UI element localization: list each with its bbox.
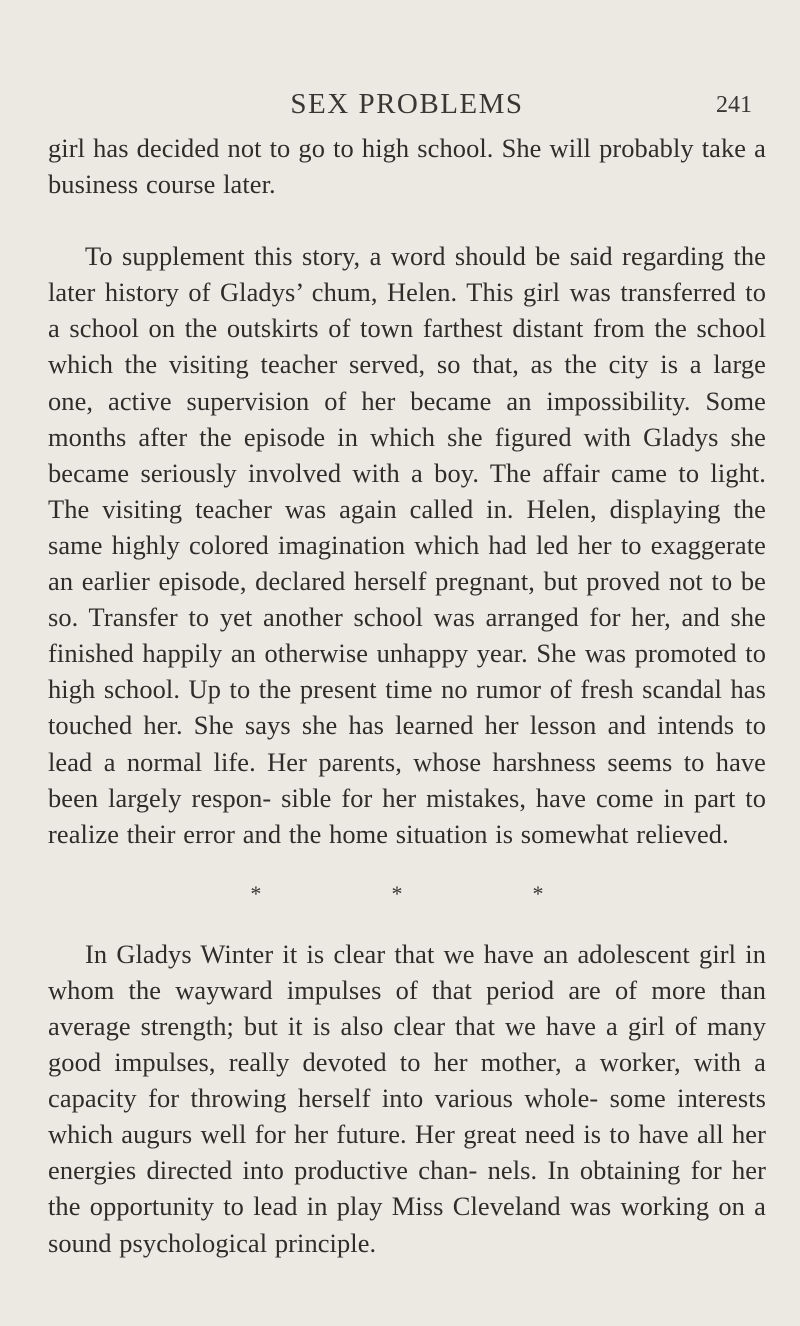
paragraph-helen: To supplement this story, a word should be said regarding the later history of Gladys’ chum, Helen. This girl was transferred to a school on the outskirts of town farthest distant from the school which the visiting teacher served, so that, as the city is a large one, active supervision of her became an impossibility. Some months after the episode in which she figured with Gladys she became seriously involved with a boy. The affair came to light. The visiting teacher was again called in. Helen, displaying the same highly colored imagination which had led her to exaggerate an earlier episode, declared herself pregnant, but proved not to be so. Transfer to yet another school was arranged for her, and she finished happily an otherwise unhappy year. She was promoted to high school. Up to the present time no rumor of fresh scandal has touched her. She says she has learned her lesson and intends to lead a normal life. Her parents, whose harshness seems to have been largely respon- sible for her mistakes, have come in part to realize their error and the home situation is somewhat relieved. bbox=[48, 241, 766, 849]
body-text bbox=[48, 130, 766, 1261]
section-separator bbox=[48, 880, 766, 908]
asterisk-icon: * bbox=[532, 880, 544, 906]
page-number: 241 bbox=[716, 92, 752, 118]
paragraph-continued: girl has decided not to go to high school. She will probably take a business course later. bbox=[48, 133, 766, 200]
paragraph-gladys-winter: In Gladys Winter it is clear that we have an adolescent girl in whom the wayward impulses of that period are of more than average strength; but it is also clear that we have a girl of many good impulses, really devoted to her mother, a worker, with a capacity for throwing herself into various whole- some interests which augurs well for her future. Her great need is to have all her energies directed into productive chan- nels. In obtaining for her the opportunity to lead in play Miss Cleveland was working on a sound psychological principle. bbox=[48, 938, 766, 1258]
running-title: SEX PROBLEMS bbox=[290, 88, 524, 120]
asterisk-icon: * bbox=[250, 880, 262, 906]
running-head bbox=[48, 88, 766, 128]
asterisk-icon: * bbox=[391, 880, 403, 906]
